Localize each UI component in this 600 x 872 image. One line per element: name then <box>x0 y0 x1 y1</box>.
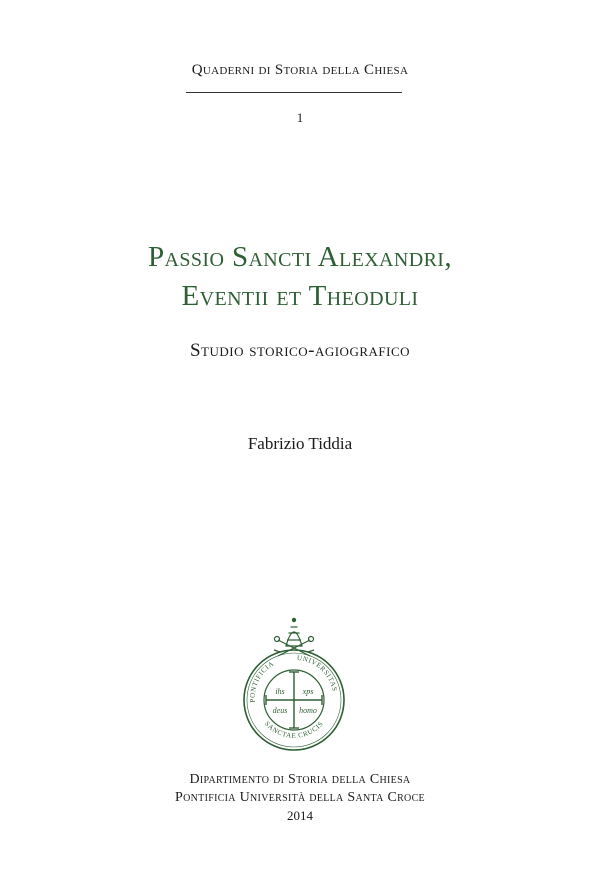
seal-quadrant-tr: xps <box>302 687 314 696</box>
publisher-university: Pontificia Università della Santa Croce <box>175 790 425 805</box>
book-title-line-1: Passio Sancti Alexandri, <box>147 241 453 273</box>
series-divider <box>186 92 402 93</box>
seal-quadrant-br: homo <box>299 706 317 715</box>
publication-year: 2014 <box>287 808 313 823</box>
book-subtitle: Studio storico-agiografico <box>189 340 411 361</box>
series-number: 1 <box>296 110 304 125</box>
seal-quadrant-tl: ihs <box>275 687 285 696</box>
cross-icon <box>266 672 322 728</box>
seal-text-bottom: SANCTAE CRUCIS <box>262 719 326 740</box>
seal-text-right: UNIVERSITAS <box>296 653 339 693</box>
book-title-line-2: Eventii et Theoduli <box>181 280 419 312</box>
seal-quadrant-bl: deus <box>272 706 288 715</box>
seal-text-left: PONTIFICIA <box>248 659 276 703</box>
author-name: Fabrizio Tiddia <box>247 434 353 453</box>
university-seal-icon <box>234 616 354 752</box>
series-title: Quaderni di Storia della Chiesa <box>191 62 409 78</box>
publisher-department: Dipartimento di Storia della Chiesa <box>189 772 411 787</box>
seal-graphic <box>234 616 354 752</box>
